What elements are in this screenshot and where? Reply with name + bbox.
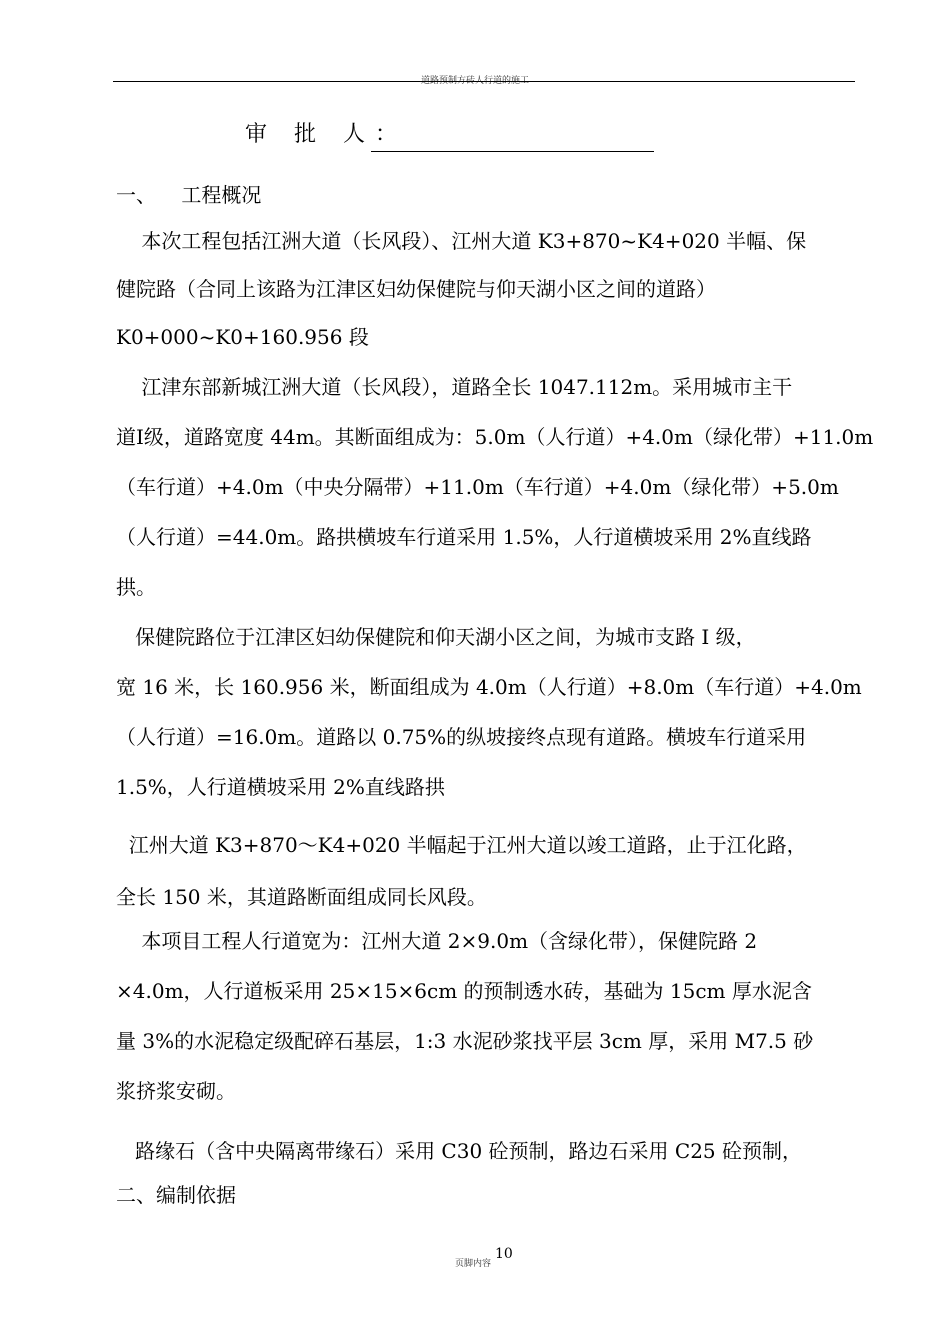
body-line: （车行道）+4.0m（中央分隔带）+11.0m（车行道）+4.0m（绿化带）+5.0m: [116, 475, 839, 499]
body-line: 量 3%的水泥稳定级配碎石基层，1:3 水泥砂浆找平层 3cm 厚，采用 M7.5 砂: [116, 1029, 814, 1053]
footer-label: 页脚内容: [455, 1259, 492, 1269]
approver-signature-line: [371, 151, 654, 152]
section-heading: 一、 工程概况: [116, 183, 262, 207]
body-line: 道Ⅰ级，道路宽度 44m。其断面组成为：5.0m（人行道）+4.0m（绿化带）+11.0m: [116, 425, 874, 449]
body-line: 江津东部新城江洲大道（长风段），道路全长 1047.112m。采用城市主干: [116, 375, 793, 399]
page-number: 10: [495, 1246, 513, 1262]
body-line: （人行道）=44.0m。路拱横坡车行道采用 1.5%，人行道横坡采用 2%直线路: [116, 525, 812, 549]
header-rule: [113, 81, 855, 82]
body-line: 本项目工程人行道宽为：江州大道 2×9.0m（含绿化带），保健院路 2: [116, 929, 758, 953]
body-line: 浆挤浆安砌。: [116, 1079, 236, 1103]
body-line: 路缘石（含中央隔离带缘石）采用 C30 砼预制，路边石采用 C25 砼预制，: [116, 1139, 803, 1163]
body-line: （人行道）=16.0m。道路以 0.75%的纵坡接终点现有道路。横坡车行道采用: [116, 725, 807, 749]
body-line: 江州大道 K3+870～K4+020 半幅起于江州大道以竣工道路，止于江化路，: [116, 833, 807, 857]
body-line: 健院路（合同上该路为江津区妇幼保健院与仰天湖小区之间的道路）: [116, 277, 716, 301]
body-line: 拱。: [116, 575, 156, 599]
body-line: 保健院路位于江津区妇幼保健院和仰天湖小区之间，为城市支路 Ⅰ 级，: [116, 625, 756, 649]
body-line: 全长 150 米，其道路断面组成同长风段。: [116, 885, 487, 909]
body-line: 宽 16 米，长 160.956 米，断面组成为 4.0m（人行道）+8.0m（车行道）+4.0m: [116, 675, 862, 699]
body-line: K0+000~K0+160.956 段: [116, 325, 369, 349]
approver-label: 审 批 人：: [245, 122, 407, 147]
body-line: 本次工程包括江洲大道（长风段）、江州大道 K3+870~K4+020 半幅、保: [116, 229, 807, 253]
body-line: ×4.0m，人行道板采用 25×15×6cm 的预制透水砖，基础为 15cm 厚水泥含: [116, 979, 812, 1003]
running-header: 道路预制方砖人行道的施工: [420, 76, 529, 86]
section-heading: 二、编制依据: [116, 1183, 236, 1207]
body-line: 1.5%，人行道横坡采用 2%直线路拱: [116, 775, 445, 799]
